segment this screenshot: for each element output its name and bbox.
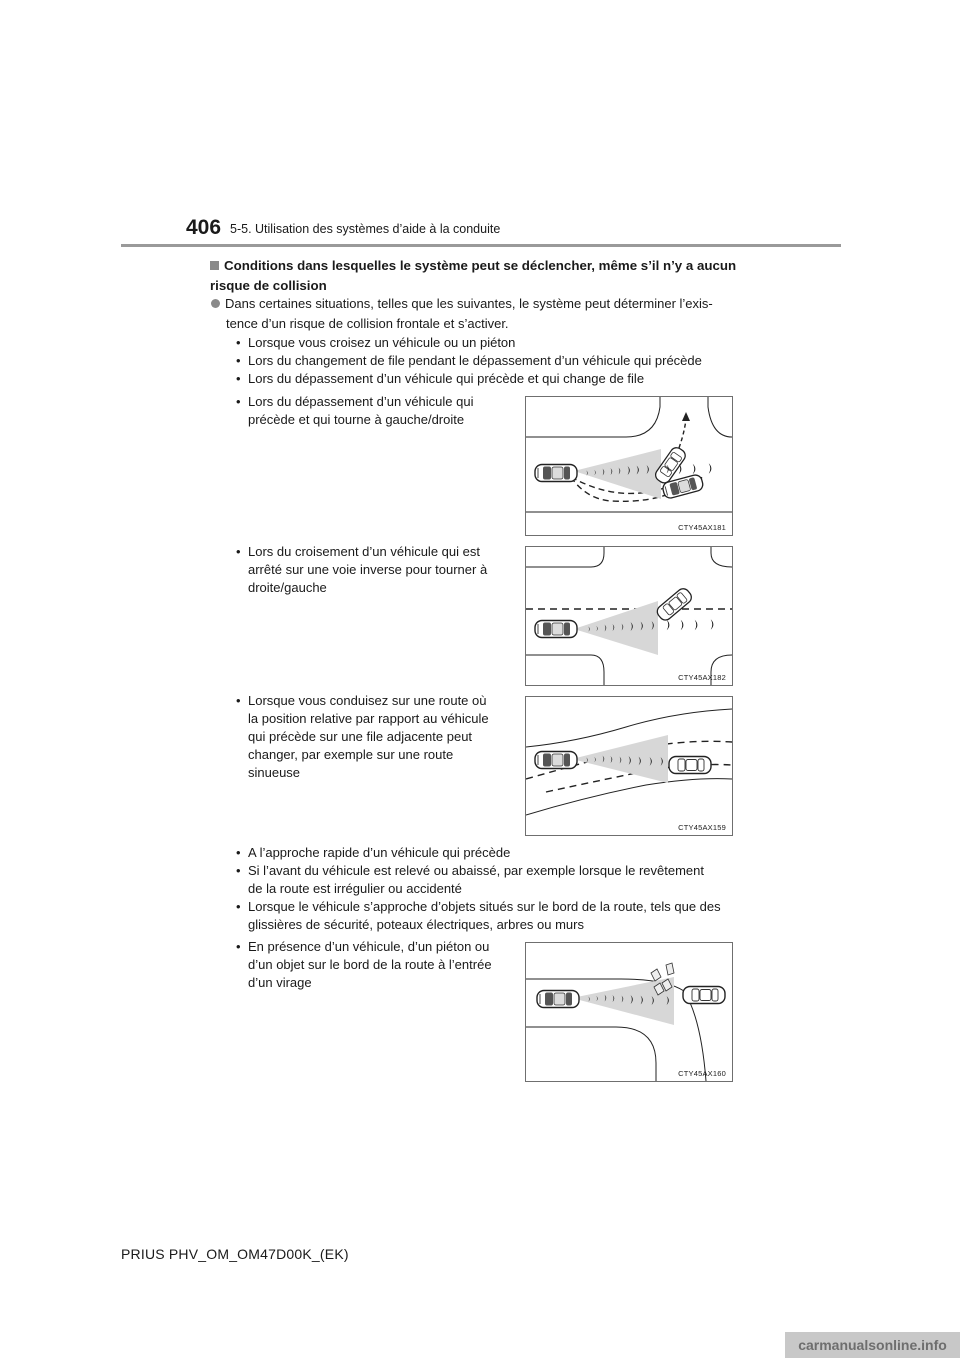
figure-4-description: • En présence d’un véhicule, d’un piéton ou d’un objet sur le bord de la route à l’entrée d’un virage	[236, 939, 492, 990]
figure-3-description: • Lorsque vous conduisez sur une route où la position relative par rapport au véhicule qui précède sur une file adjacente peut changer, par exemple sur une route sinueuse	[236, 693, 489, 780]
figure-3-diagram	[525, 696, 733, 836]
bullet-list-middle	[236, 844, 752, 934]
square-bullet-icon	[210, 261, 219, 270]
section-heading: Conditions dans lesquelles le système peut se déclencher, même s’il n’y a aucun risque de collision	[210, 258, 737, 293]
footer-model-code: PRIUS PHV_OM_OM47D00K_(EK)	[121, 1246, 349, 1262]
figure-1-description: • Lors du dépassement d’un véhicule qui précède et qui tourne à gauche/droite	[236, 394, 474, 427]
list-item: • Lors du dépassement d’un véhicule qui précède et qui change de file	[236, 371, 645, 386]
figure-2-description: • Lors du croisement d’un véhicule qui est arrêté sur une voie inverse pour tourner à droite/gauche	[236, 544, 488, 595]
chapter-title: 5-5. Utilisation des systèmes d’aide à la conduite	[230, 222, 501, 236]
header-divider	[121, 244, 841, 247]
list-item: • Lors du changement de file pendant le dépassement d’un véhicule qui précède	[236, 353, 702, 368]
figure-code: CTY45AX182	[678, 673, 726, 682]
bullet-list-top	[236, 334, 752, 388]
list-item: • Lorsque vous croisez un véhicule ou un piéton	[236, 335, 516, 350]
page-number: 406	[186, 216, 222, 239]
list-item: • A l’approche rapide d’un véhicule qui précède	[236, 845, 511, 860]
figure-code: CTY45AX181	[678, 523, 726, 532]
figure-2-diagram	[525, 546, 733, 686]
figure-code: CTY45AX159	[678, 823, 726, 832]
figure-4-diagram	[525, 942, 733, 1082]
list-item: • Si l’avant du véhicule est relevé ou abaissé, par exemple lorsque le revêtement de la route est irrégulier ou accidenté	[236, 863, 704, 896]
watermark: carmanualsonline.info	[785, 1332, 960, 1358]
figure-code: CTY45AX160	[678, 1069, 726, 1078]
figure-1-diagram	[525, 396, 733, 536]
list-item: • Lorsque le véhicule s’approche d’objets situés sur le bord de la route, tels que des glissières de sécurité, poteaux électriques, arbres ou murs	[236, 899, 721, 932]
circle-bullet-icon	[211, 299, 220, 308]
section-intro: Dans certaines situations, telles que les suivantes, le système peut déterminer l’exis- tence d’un risque de collision frontale et s’activer.	[211, 294, 756, 334]
